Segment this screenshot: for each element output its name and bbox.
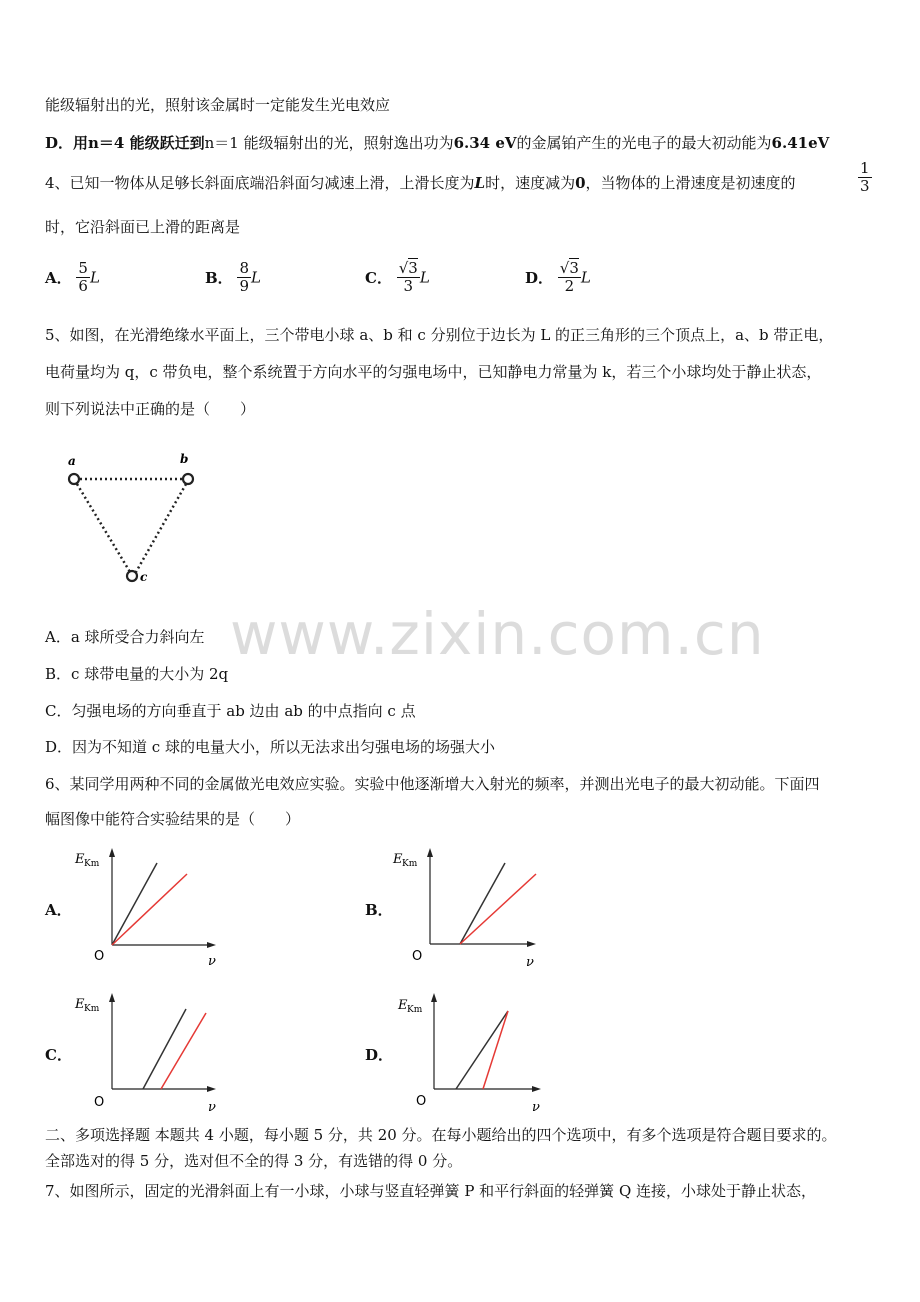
text-line: 能级辐射出的光，照射该金属时一定能发生光电效应 [45,96,391,114]
svg-text:O: O [94,949,105,964]
svg-text:Km: Km [402,859,418,869]
q5-option-d[interactable]: D．因为不知道 c 球的电量大小，所以无法求出匀强电场的场强大小 [45,738,495,756]
q6-option-d-label[interactable]: D． [365,1046,394,1064]
ball-c [127,571,137,581]
question-5-line-2: 电荷量均为 q，c 带负电，整个系统置于方向水平的匀强电场中，已知静电力常量为 k，若三个小球均处于静止状态， [45,363,822,381]
triangle-figure [60,448,210,588]
svg-text:O: O [412,949,423,964]
svg-text:O: O [416,1094,427,1109]
graph-b[interactable] [390,845,550,970]
svg-text:ν: ν [526,955,534,970]
label-c: c [140,570,148,584]
ball-a [69,474,79,484]
question-5-line-1: 5、如图，在光滑绝缘水平面上，三个带电小球 a、b 和 c 分别位于边长为 L 的正三角形的三个顶点上，a、b 带正电， [45,326,834,344]
q6-option-c-label[interactable]: C． [45,1046,72,1064]
q6-option-b-label[interactable]: B． [365,901,393,919]
question-6-line-2: 幅图像中能符合实验结果的是（ ） [45,810,301,828]
svg-text:Km: Km [407,1005,423,1015]
svg-text:E: E [398,998,408,1013]
ball-b [183,474,193,484]
svg-text:O: O [94,1095,105,1110]
q4-option-b[interactable]: B． $\frac{8}{9}$ L [205,259,261,295]
svg-text:ν: ν [208,954,216,969]
svg-text:Km: Km [84,859,100,869]
question-5-line-3: 则下列说法中正确的是（ ） [45,400,256,418]
section-2-line-2: 全部选对的得 5 分，选对但不全的得 3 分，有选错的得 0 分。 [45,1152,463,1170]
svg-text:ν: ν [208,1100,216,1115]
question-7-line-1: 7、如图所示，固定的光滑斜面上有一小球，小球与竖直轻弹簧 P 和平行斜面的轻弹簧 Q 连接，小球处于静止状态， [45,1182,817,1200]
svg-text:E: E [75,852,85,867]
q5-option-b[interactable]: B．c 球带电量的大小为 2q [45,665,229,683]
label-a: a [68,454,76,468]
label-b: b [180,452,189,466]
graph-c[interactable] [70,990,230,1120]
svg-text:E: E [393,852,403,867]
q4-option-d[interactable]: D． √ $\frac{3}{2}$ L [525,260,591,295]
section-2-line-1: 二、多项选择题 本题共 4 小题，每小题 5 分，共 20 分。在每小题给出的四个选项中，有多个选项是符合题目要求的。 [45,1126,837,1144]
svg-text:Km: Km [84,1004,100,1014]
q5-option-a[interactable]: A．a 球所受合力斜向左 [45,628,205,646]
q4-option-c[interactable]: C． √ $\frac{3}{3}$ L [365,260,430,295]
question-4-stem-cont: 时，它沿斜面已上滑的距离是 [45,218,241,236]
q4-option-a[interactable]: A． $\frac{5}{6}$ L [45,259,100,295]
q6-option-a-label[interactable]: A． [45,901,72,919]
question-4-stem: 4、已知一物体从足够长斜面底端沿斜面匀减速上滑，上滑长度为L时，速度减为0，当物体的上滑速度是初速度的 [45,174,796,192]
graph-a[interactable] [70,845,230,970]
graph-d[interactable] [390,990,555,1120]
svg-text:ν: ν [532,1100,540,1115]
fraction-one-third: $\frac{1}{3}$ [860,159,870,195]
watermark: www.zixin.com.cn [230,600,765,668]
q5-option-c[interactable]: C．匀强电场的方向垂直于 ab 边由 ab 的中点指向 c 点 [45,702,416,720]
question-6-line-1: 6、某同学用两种不同的金属做光电效应实验。实验中他逐渐增大入射光的频率，并测出光电子的最大初动能。下面四 [45,775,820,793]
q3-option-d: D．用n＝4 能级跃迁到n＝1 能级辐射出的光，照射逸出功为6.34 eV的金属铂产生的光电子的最大初动能为6.41eV [45,134,830,152]
svg-text:E: E [75,997,85,1012]
